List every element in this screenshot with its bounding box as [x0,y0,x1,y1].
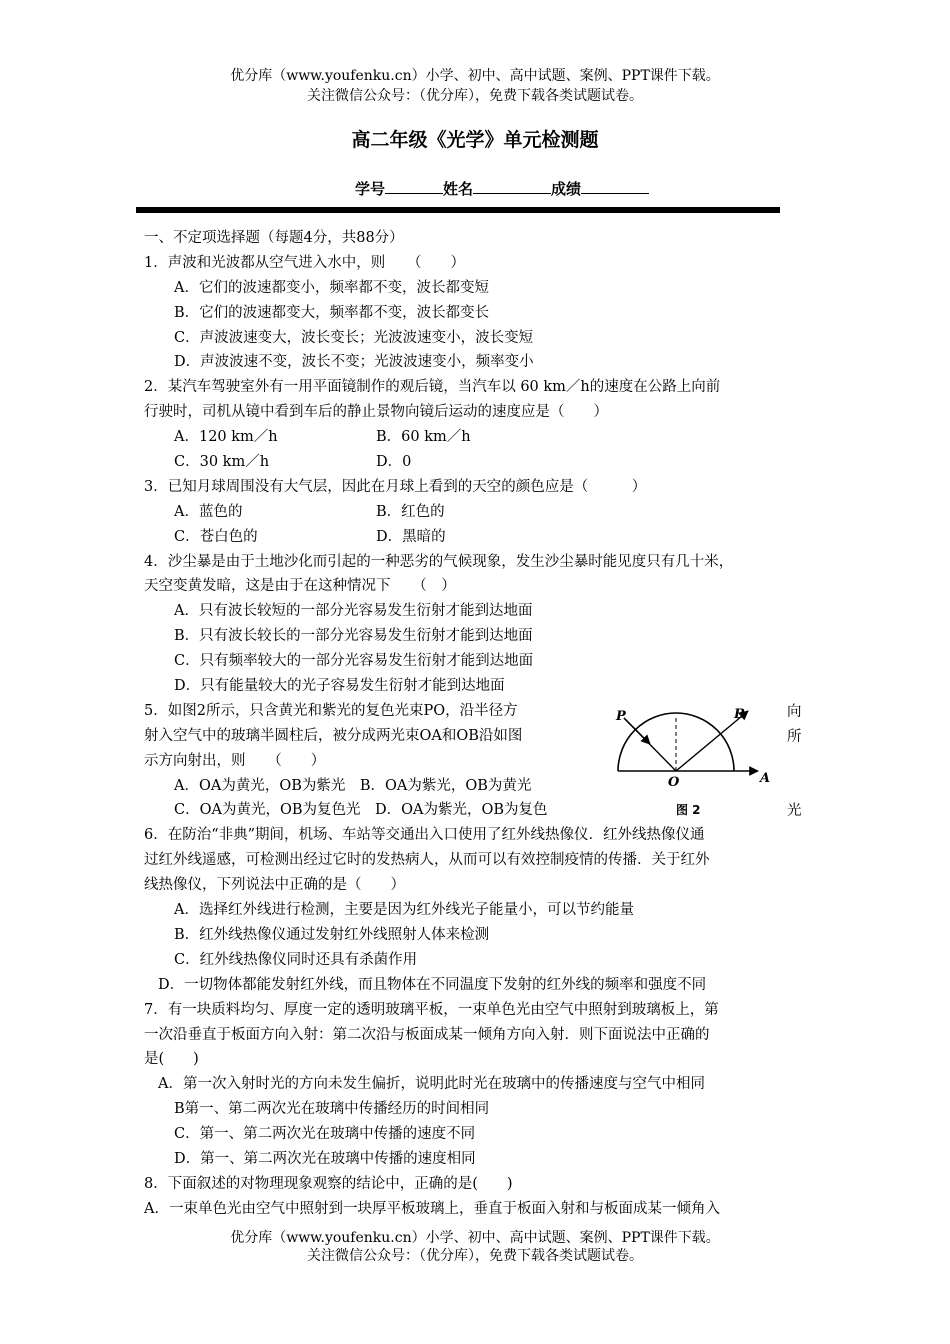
q6-option-c: C．红外线热像仪同时还具有杀菌作用 [174,951,418,968]
student-id-label: 学号 [355,180,386,198]
q4-option-a: A．只有波长较短的一部分光容易发生衍射才能到达地面 [174,603,533,620]
score-label: 成绩 [551,180,582,198]
q7-stem-line1: 7．有一块质料均匀、厚度一定的透明玻璃平板，一束单色光由空气中照射到玻璃板上，第 [144,1001,719,1018]
q2-options-row1 [144,425,824,450]
label-b: B [734,707,745,722]
q7-stem-line2: 一次沿垂直于板面方向入射：第二次沿与板面成某一倾角方向入射．则下面说法中正确的 [144,1026,710,1043]
q4-option-d: D．只有能量较大的光子容易发生衍射才能到达地面 [174,678,505,695]
q5-option-a: A．OA为黄光，OB为紫光 [174,777,346,794]
q2-option-d: D．0 [376,454,412,471]
q5-stem-line1: 5．如图2所示，只含黄光和紫光的复色光束PO，沿半径方 [144,702,518,719]
q4-stem-line1: 4．沙尘暴是由于土地沙化而引起的一种恶劣的气候现象，发生沙尘暴时能见度只有几十米， [144,553,734,570]
site-header-line1: 优分库（www.youfenku.cn）小学、初中、高中试题、案例、PPT课件下载。 [230,68,720,84]
q2-option-c: C．30 km／h [174,454,270,471]
label-o: O [668,775,680,790]
q2-stem-line1: 2．某汽车驾驶室外有一用平面镜制作的观后镜，当汽车以 60 km／h的速度在公路上向前 [144,379,721,396]
q3-option-b: B．红色的 [376,503,445,520]
q6-stem-line1: 6．在防治“非典”期间，机场、车站等交通出入口使用了红外线热像仪．红外线热像仪通 [144,827,705,844]
q5-side-text-1: 向 [787,704,802,720]
site-footer-line1: 优分库（www.youfenku.cn）小学、初中、高中试题、案例、PPT课件下载。 [230,1230,720,1246]
q8-option-a: A．一束单色光由空气中照射到一块厚平板玻璃上，垂直于板面入射和与板面成某一倾角入 [144,1200,720,1217]
q7-option-a: A．第一次入射时光的方向未发生偏折，说明此时光在玻璃中的传播速度与空气中相同 [158,1076,705,1093]
student-id-blank[interactable] [385,179,443,194]
q5-stem-line2: 射入空气中的玻璃半圆柱后，被分成两光束OA和OB沿如图 [144,727,523,744]
q4-option-b: B．只有波长较长的一部分光容易发生衍射才能到达地面 [174,628,533,645]
student-name-blank[interactable] [473,179,551,194]
q1-option-c: C．声波波速变大，波长变长；光波波速变小，波长变短 [174,329,534,346]
label-a: A [760,771,771,786]
q6-option-b: B．红外线热像仪通过发射红外线照射人体来检测 [174,926,490,943]
q3-stem: 3．已知月球周围没有大气层，因此在月球上看到的天空的颜色应是（ ） [144,478,647,495]
q1-option-b: B．它们的波速都变大，频率都不变，波长都变长 [174,304,490,321]
q3-options-row2 [144,525,824,550]
section-heading: 一、不定项选择题（每题4分，共88分） [144,230,404,246]
q5-option-c: C．OA为黄光，OB为复色光 [174,802,361,819]
q3-option-a: A．蓝色的 [174,503,243,520]
q6-option-d: D．一切物体都能发射红外线，而且物体在不同温度下发射的红外线的频率和强度不同 [158,976,707,993]
q5-stem-line3: 示方向射出，则 （ ） [144,752,326,769]
title-divider [136,207,780,213]
q7-option-d: D．第一、第二两次光在玻璃中传播的速度相同 [174,1150,476,1167]
q1-option-d: D．声波波速不变，波长不变；光波波速变小，频率变小 [174,354,534,371]
q5-option-d: D．OA为紫光，OB为复色 [375,802,548,819]
q3-option-d: D．黑暗的 [376,528,446,545]
q1-option-a: A．它们的波速都变小，频率都不变，波长都变短 [174,279,489,296]
q6-option-a: A．选择红外线进行检测，主要是因为红外线光子能量小，可以节约能量 [174,902,634,919]
site-header-line2: 关注微信公众号：（优分库），免费下载各类试题试卷。 [307,88,643,104]
q4-stem-line2: 天空变黄发暗，这是由于在这种情况下 （ ） [144,578,456,595]
figure-2-semicircle-diagram [598,700,778,824]
q7-option-c: C．第一、第二两次光在玻璃中传播的速度不同 [174,1126,476,1143]
q6-stem-line2: 过红外线遥感，可检测出经过它时的发热病人，从而可以有效控制疫情的传播．关于红外 [144,852,710,869]
page-title: 高二年级《光学》单元检测题 [351,129,599,151]
student-info-line [355,178,649,199]
label-p: P [616,709,626,724]
q7-stem-line3: 是( ) [144,1051,199,1068]
q4-option-c: C．只有频率较大的一部分光容易发生衍射才能到达地面 [174,653,534,670]
q5-option-b: B．OA为紫光，OB为黄光 [359,777,532,794]
q6-stem-line3: 线热像仪，下列说法中正确的是（ ） [144,877,405,894]
q2-option-a: A．120 km／h [174,429,278,446]
q5-side-text-2: 所 [787,729,802,745]
q3-option-c: C．苍白色的 [174,528,258,545]
q8-stem: 8．下面叙述的对物理现象观察的结论中，正确的是( ) [144,1175,513,1192]
site-footer-line2: 关注微信公众号：（优分库），免费下载各类试题试卷。 [307,1248,643,1264]
q2-option-b: B．60 km／h [376,429,471,446]
q2-options-row2 [144,450,824,475]
q1-stem: 1．声波和光波都从空气进入水中，则 （ ） [144,254,465,271]
figure-caption: 图 2 [676,803,701,817]
q3-options-row1 [144,500,824,525]
student-name-label: 姓名 [443,180,474,198]
score-blank[interactable] [581,179,649,194]
q7-option-b: B第一、第二两次光在玻璃中传播经历的时间相同 [174,1101,490,1118]
q5-side-text-3: 光 [787,803,802,819]
q2-stem-line2: 行驶时，司机从镜中看到车后的静止景物向镜后运动的速度应是（ ） [144,404,608,421]
